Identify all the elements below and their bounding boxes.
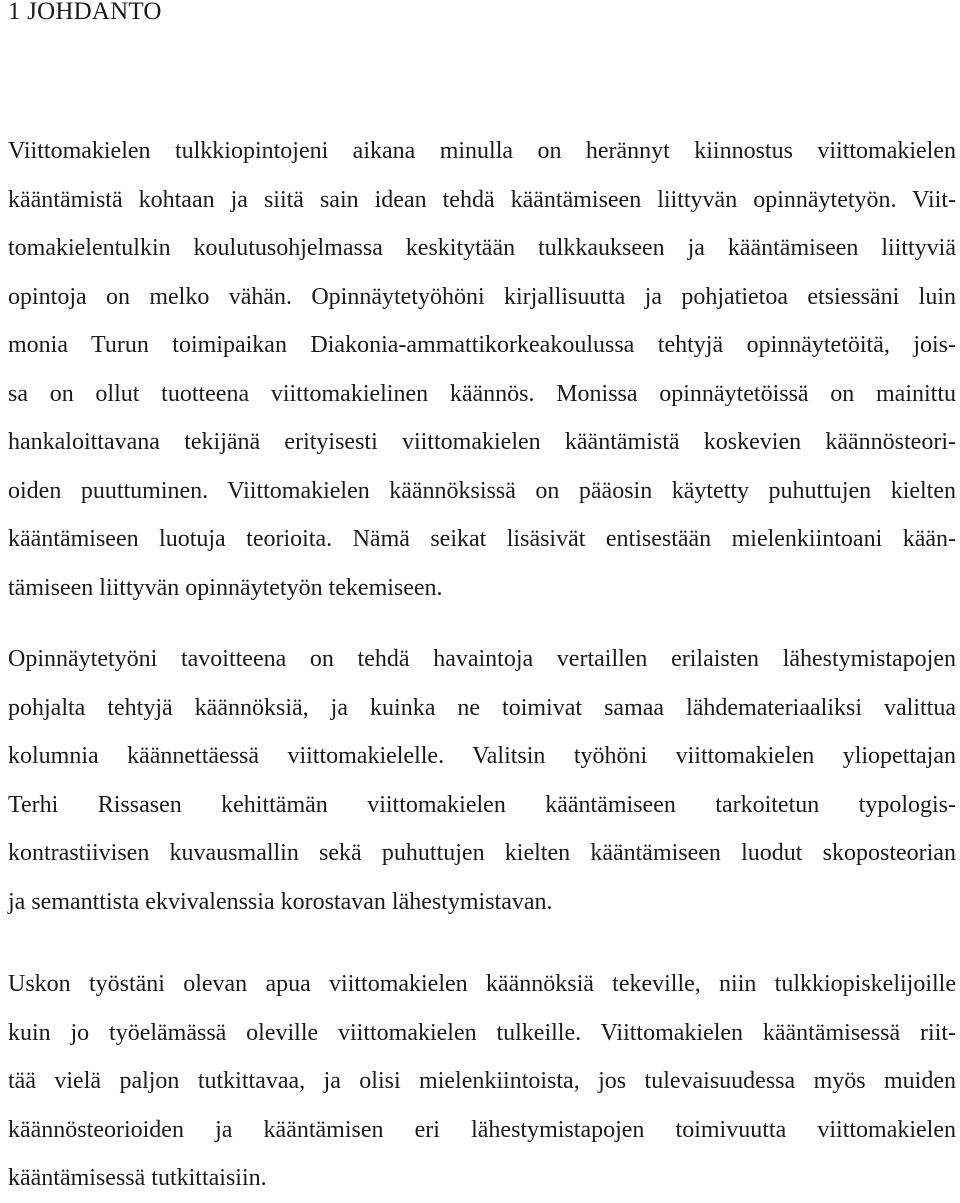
paragraph-line: käännösteorioiden ja kääntämisen eri lähestymistapojen toimivuutta viittomakielen (8, 1116, 956, 1143)
paragraph-line: Terhi Rissasen kehittämän viittomakielen kääntämiseen tarkoitetun typologis- (8, 791, 956, 818)
paragraph-line: kääntämistä kohtaan ja siitä sain idean tehdä kääntämiseen liittyvän opinnäytetyön. Viit- (8, 186, 956, 213)
paragraph-line: oiden puuttuminen. Viittomakielen käännöksissä on pääosin käytetty puhuttujen kielten (8, 477, 956, 504)
paragraph-1 (8, 127, 956, 612)
paragraph-line: Viittomakielen tulkkiopintojeni aikana minulla on herännyt kiinnostus viittomakielen (8, 138, 956, 164)
paragraph-line: kontrastiivisen kuvausmallin sekä puhuttujen kielten kääntämiseen luodut skoposteorian (8, 840, 956, 866)
paragraph-line: tää vielä paljon tutkittavaa, ja olisi mielenkiintoista, jos tulevaisuudessa myös muiden (8, 1068, 956, 1094)
paragraph-line: pohjalta tehtyjä käännöksiä, ja kuinka ne toimivat samaa lähdemateriaaliksi valittua (8, 694, 956, 721)
paragraph-line: monia Turun toimipaikan Diakonia-ammattikorkeakoulussa tehtyjä opinnäytetöitä, jois- (8, 332, 956, 358)
paragraph-line: sa on ollut tuotteena viittomakielinen käännös. Monissa opinnäytetöissä on mainittu (8, 380, 956, 407)
paragraph-line: Opinnäytetyöni tavoitteena on tehdä havaintoja vertaillen erilaisten lähestymistapojen (8, 646, 956, 672)
paragraph-line: kolumnia käännettäessä viittomakielelle. Valitsin työhöni viittomakielen yliopettajan (8, 743, 956, 769)
paragraph-3 (8, 960, 956, 1203)
paragraph-line: ja semanttista ekvivalenssia korostavan lähestymistavan. (8, 888, 553, 915)
paragraph-line: tomakielentulkin koulutusohjelmassa keskitytään tulkkaukseen ja kääntämiseen liittyviä (8, 235, 956, 261)
paragraph-line: tämiseen liittyvän opinnäytetyön tekemiseen. (8, 574, 443, 601)
paragraph-line: Uskon työstäni olevan apua viittomakielen käännöksiä tekeville, niin tulkkiopiskelijoille (8, 971, 956, 997)
paragraph-line: kääntämisessä tutkittaisiin. (8, 1165, 267, 1191)
paragraph-line: hankaloittavana tekijänä erityisesti viittomakielen kääntämistä koskevien käännösteori- (8, 429, 956, 455)
document-page (8, 0, 956, 1191)
paragraph-line: kuin jo työelämässä oleville viittomakielen tulkeille. Viittomakielen kääntämisessä riit- (8, 1019, 956, 1046)
chapter-heading: 1 JOHDANTO (8, 0, 162, 25)
paragraph-line: opintoja on melko vähän. Opinnäytetyöhöni kirjallisuutta ja pohjatietoa etsiessäni luin (8, 283, 956, 310)
paragraph-line: kääntämiseen luotuja teorioita. Nämä seikat lisäsivät entisestään mielenkiintoani kään- (8, 526, 956, 552)
paragraph-2 (8, 635, 956, 926)
